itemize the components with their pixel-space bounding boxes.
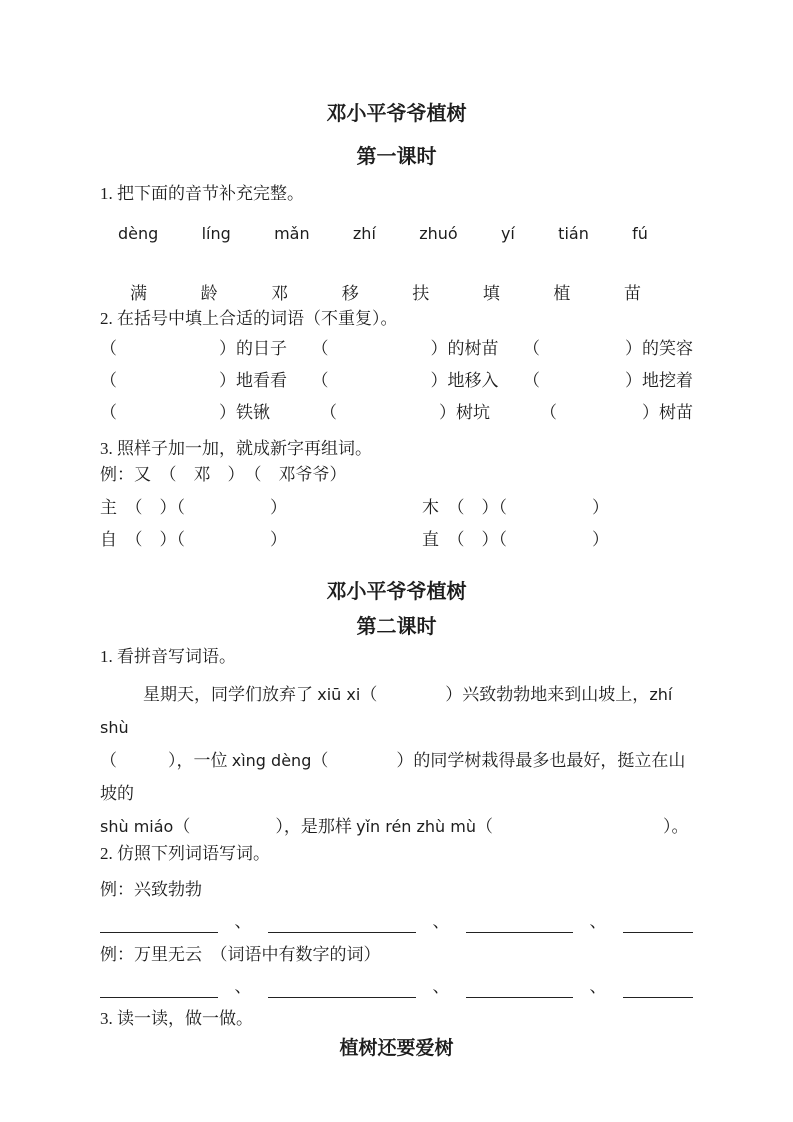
- bracket-fill-item: （ ）铁锹: [100, 403, 270, 422]
- paragraph-text-segment: （ ），是那样: [173, 817, 357, 836]
- bracket-fill-row: [100, 338, 693, 360]
- paragraph-pinyin-segment: xìng dèng: [231, 751, 312, 770]
- paragraph-text-segment: （ ）兴致勃勃地来到山坡上，: [360, 685, 650, 704]
- bracket-fill-item: （ ）树苗: [540, 403, 693, 422]
- bracket-fill-item: （ ）的树苗: [311, 339, 499, 358]
- answer-blank: [268, 912, 416, 933]
- answer-blank: [466, 977, 573, 998]
- l2-q2-example2: 例：万里无云 （词语中有数字的词）: [100, 945, 381, 964]
- l2-q1-label: 1. 看拼音写词语。: [100, 647, 236, 666]
- paragraph-line: [100, 810, 693, 843]
- answer-blank: [623, 912, 693, 933]
- char-combine-rows: [100, 497, 693, 551]
- blank-separator: 、: [234, 912, 252, 931]
- bracket-fill-item: （ ）树坑: [320, 403, 490, 422]
- l1-q3-label: 3. 照样子加一加，就成新字再组词。: [100, 439, 372, 458]
- paragraph-text-segment: （ ），一位: [100, 751, 232, 770]
- hanzi-char: 移: [341, 284, 359, 303]
- lesson1-session: 第一课时: [356, 146, 437, 168]
- blank-separator: 、: [234, 977, 252, 996]
- lesson2-title: 邓小平爷爷植树: [326, 581, 467, 603]
- blank-separator: 、: [432, 977, 450, 996]
- pinyin-syllable: yí: [500, 224, 515, 243]
- l2-q2-example1: 例：兴致勃勃: [100, 880, 202, 899]
- hanzi-char: 扶: [412, 284, 430, 303]
- pinyin-syllable: tián: [558, 224, 589, 243]
- l2-q3-label: 3. 读一读，做一做。: [100, 1009, 253, 1028]
- paragraph-pinyin-segment: shù miáo: [100, 817, 174, 836]
- bracket-fill-item: （ ）地移入: [311, 371, 499, 390]
- hanzi-char: 龄: [200, 284, 218, 303]
- paragraph-text-segment: （ ）。: [476, 817, 689, 836]
- l2-q2-label: 2. 仿照下列词语写词。: [100, 844, 270, 863]
- hanzi-row: [100, 283, 693, 305]
- pinyin-row: [100, 222, 693, 246]
- bracket-fill-item: （ ）的日子: [100, 339, 287, 358]
- char-combine-item: 自 （ ）（ ）: [100, 530, 287, 549]
- hanzi-char: 植: [553, 284, 571, 303]
- bracket-fill-row: [100, 370, 693, 392]
- paragraph-pinyin-segment: yǐn rén zhù mù: [356, 817, 477, 836]
- answer-blank: [100, 977, 218, 998]
- char-combine-item: 主 （ ）（ ）: [100, 498, 287, 517]
- hanzi-char: 邓: [271, 284, 289, 303]
- blank-separator: 、: [432, 912, 450, 931]
- pinyin-syllable: zhuó: [419, 224, 458, 243]
- bracket-fill-item: （ ）的笑容: [523, 339, 693, 358]
- paragraph-line: [100, 678, 693, 744]
- answer-blank-row-1: [100, 909, 693, 933]
- answer-blank-row-2: [100, 974, 693, 998]
- bracket-fill-row: [100, 402, 693, 424]
- paragraph-text-segment: （ ）的同学树栽得最多也最好，挺立在山坡的: [100, 751, 686, 803]
- hanzi-char: 苗: [623, 284, 641, 303]
- paragraph-pinyin-segment: xiū xi: [317, 685, 361, 704]
- pinyin-paragraph: [100, 678, 693, 843]
- pinyin-syllable: dèng: [118, 224, 159, 243]
- bracket-fill-item: （ ）地看看: [100, 371, 287, 390]
- char-combine-row: [100, 529, 693, 551]
- pinyin-syllable: líng: [201, 224, 231, 243]
- answer-blank: [623, 977, 693, 998]
- pinyin-syllable: zhí: [352, 224, 376, 243]
- paragraph-text-segment: 星期天，同学们放弃了: [143, 685, 318, 704]
- bracket-fill-rows: [100, 338, 693, 424]
- blank-separator: 、: [589, 977, 607, 996]
- char-combine-item: 直 （ ）（ ）: [422, 530, 609, 549]
- paragraph-pinyin-segment: zhí shù: [100, 685, 673, 737]
- lesson1-title: 邓小平爷爷植树: [326, 103, 467, 125]
- bracket-fill-item: （ ）地挖着: [523, 371, 693, 390]
- hanzi-char: 填: [482, 284, 500, 303]
- lesson2-session: 第二课时: [356, 616, 437, 638]
- l1-q2-label: 2. 在括号中填上合适的词语（不重复）。: [100, 309, 398, 328]
- blank-separator: 、: [589, 912, 607, 931]
- answer-blank: [100, 912, 218, 933]
- l1-q3-example: 例：又 （ 邓 ） （ 邓爷爷）: [100, 465, 347, 484]
- l1-q1-label: 1. 把下面的音节补充完整。: [100, 184, 304, 203]
- paragraph-line: [100, 744, 693, 810]
- answer-blank: [466, 912, 573, 933]
- char-combine-item: 木 （ ）（ ）: [422, 498, 609, 517]
- pinyin-syllable: fú: [632, 224, 648, 243]
- answer-blank: [268, 977, 416, 998]
- passage-title: 植树还要爱树: [339, 1038, 454, 1059]
- pinyin-syllable: mǎn: [274, 224, 310, 243]
- char-combine-row: [100, 497, 693, 519]
- hanzi-char: 满: [130, 284, 147, 303]
